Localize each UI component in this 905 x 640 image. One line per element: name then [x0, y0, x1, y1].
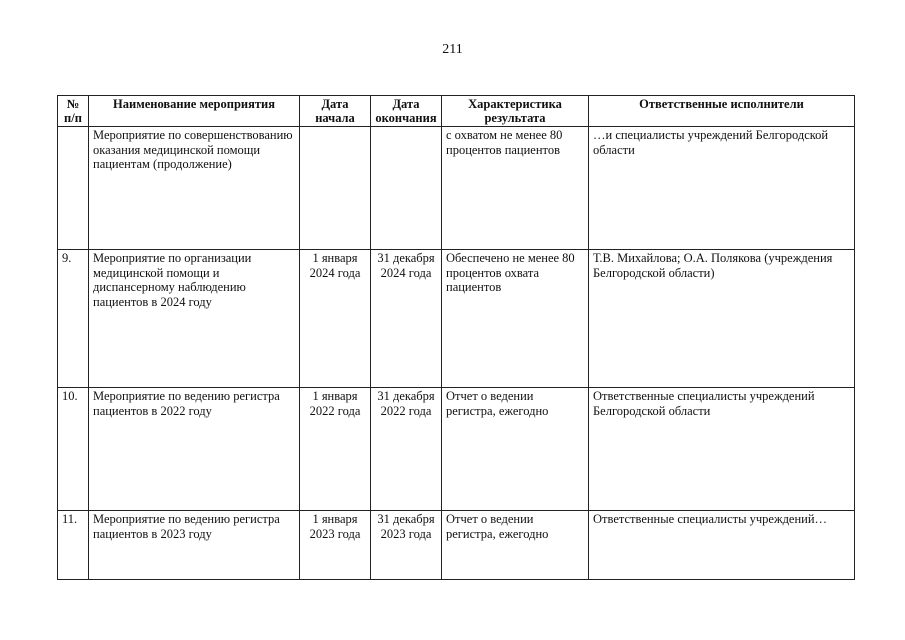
cell-responsible: Т.В. Михайлова; О.А. Полякова (учреждения Белгородской области) — [589, 250, 855, 388]
measures-table — [57, 95, 855, 580]
cell-name: Мероприятие по совершенствованию оказания медицинской помощи пациентам (продолжение) — [89, 127, 300, 250]
cell-end: 31 декабря 2024 года — [371, 250, 442, 388]
cell-result: Обеспечено не менее 80 процентов охвата пациентов — [442, 250, 589, 388]
cell-start — [300, 127, 371, 250]
cell-num: 10. — [58, 388, 89, 511]
header-end: Дата окончания — [371, 96, 442, 127]
table-row — [58, 511, 855, 580]
cell-end: 31 декабря 2022 года — [371, 388, 442, 511]
cell-result: Отчет о ведении регистра, ежегодно — [442, 388, 589, 511]
cell-responsible: Ответственные специалисты учреждений Белгородской области — [589, 388, 855, 511]
table-row — [58, 250, 855, 388]
cell-start: 1 января 2022 года — [300, 388, 371, 511]
cell-name: Мероприятие по ведению регистра пациентов в 2023 году — [89, 511, 300, 580]
cell-num — [58, 127, 89, 250]
header-start: Дата начала — [300, 96, 371, 127]
cell-result: Отчет о ведении регистра, ежегодно — [442, 511, 589, 580]
cell-responsible: Ответственные специалисты учреждений… — [589, 511, 855, 580]
cell-end: 31 декабря 2023 года — [371, 511, 442, 580]
cell-name: Мероприятие по ведению регистра пациентов в 2022 году — [89, 388, 300, 511]
cell-start: 1 января 2024 года — [300, 250, 371, 388]
cell-responsible: …и специалисты учреждений Белгородской области — [589, 127, 855, 250]
cell-num: 9. — [58, 250, 89, 388]
header-responsible: Ответственные исполнители — [589, 96, 855, 127]
cell-start: 1 января 2023 года — [300, 511, 371, 580]
table-row — [58, 388, 855, 511]
cell-name: Мероприятие по организации медицинской помощи и диспансерному наблюдению пациентов в 2024 году — [89, 250, 300, 388]
header-name: Наименование мероприятия — [89, 96, 300, 127]
cell-num: 11. — [58, 511, 89, 580]
table-row — [58, 127, 855, 250]
table-header-row — [58, 96, 855, 127]
cell-end — [371, 127, 442, 250]
page-number: 211 — [442, 42, 463, 57]
header-num: № п/п — [58, 96, 89, 127]
header-result: Характеристика результата — [442, 96, 589, 127]
cell-result: с охватом не менее 80 процентов пациентов — [442, 127, 589, 250]
